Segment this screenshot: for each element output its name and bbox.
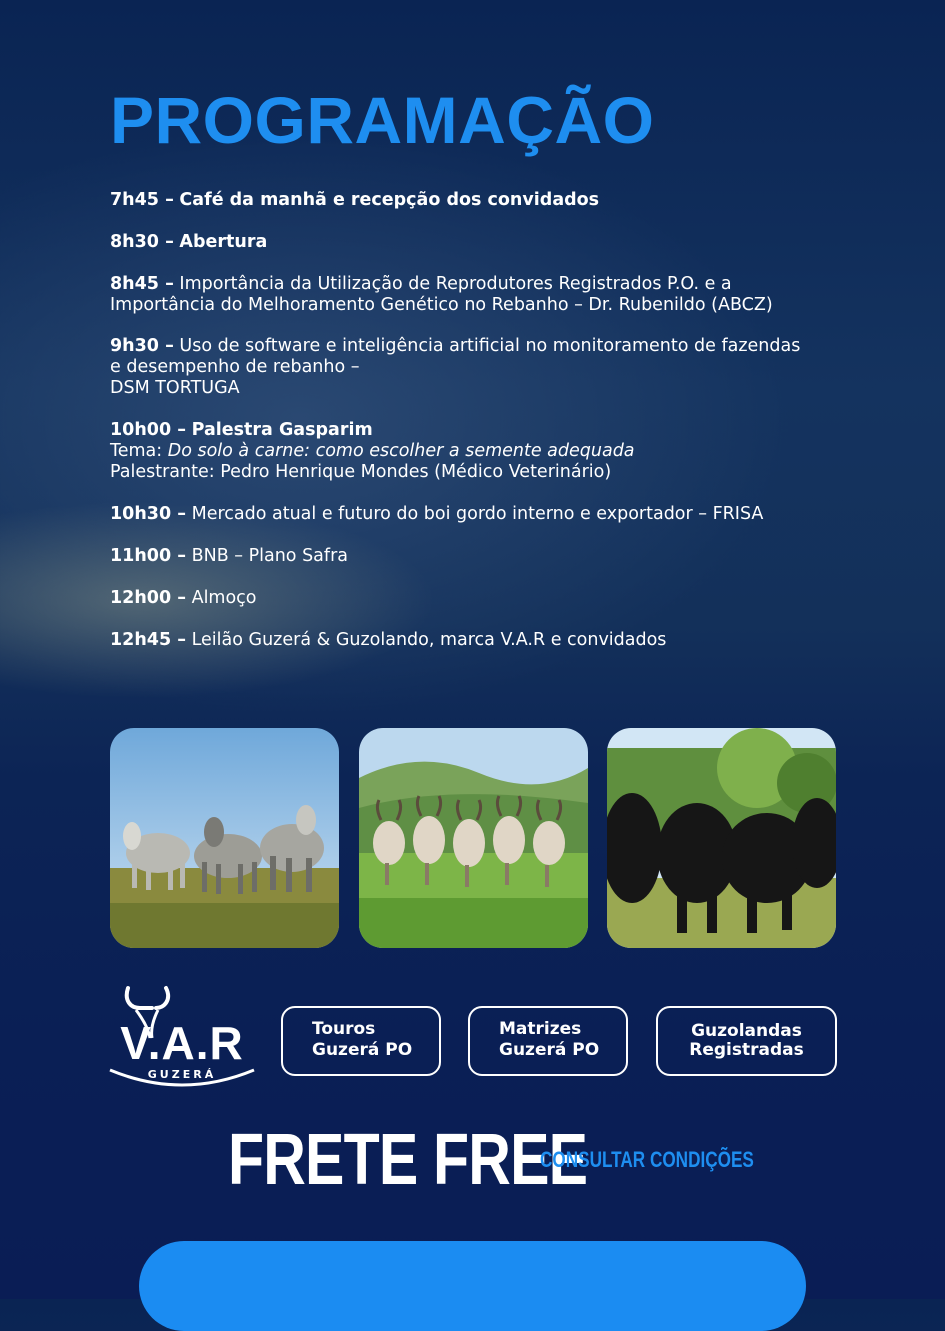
schedule-item (110, 546, 870, 567)
tema-text: Do solo à carne: como escolher a semente adequada (167, 441, 635, 461)
schedule-item (110, 504, 870, 525)
consultar-condicoes-link[interactable]: CONSULTAR CONDIÇÕES (540, 1147, 754, 1172)
var-guzera-logo (106, 982, 258, 1104)
schedule-item (110, 232, 870, 253)
photo-guzera-herd (110, 728, 339, 948)
schedule-text: BNB – Plano Safra (191, 546, 348, 566)
touros-guzera-po-button[interactable] (281, 1006, 441, 1076)
schedule-time: 12h45 – (110, 630, 187, 650)
button-label: Guzerá PO (312, 1040, 413, 1060)
schedule-item (110, 420, 870, 483)
cta-button[interactable] (139, 1241, 806, 1331)
photo-guzera-cows-field (359, 728, 588, 948)
schedule-text: DSM TORTUGA (110, 378, 240, 398)
cattle-photo-gallery (110, 728, 836, 948)
button-label: Touros (312, 1019, 376, 1039)
page-title: PROGRAMAÇÃO (110, 83, 655, 157)
schedule-item (110, 274, 870, 316)
schedule-time: 9h30 – (110, 336, 174, 356)
schedule-time: 11h00 – (110, 546, 187, 566)
frete-free-heading: FRETE FREE (228, 1120, 588, 1200)
schedule-text: e desempenho de rebanho – (110, 357, 360, 377)
schedule-item (110, 588, 870, 609)
schedule-item (110, 336, 870, 399)
schedule-text: Importância do Melhoramento Genético no Rebanho – Dr. Rubenildo (ABCZ) (110, 295, 773, 315)
button-label: Registradas (689, 1040, 804, 1060)
button-label: Guzerá PO (499, 1040, 600, 1060)
schedule-time: 7h45 – (110, 190, 174, 210)
logo-subtext: GUZERÁ (147, 1068, 217, 1081)
schedule-text: Uso de software e inteligência artificial no monitoramento de fazendas (179, 336, 801, 356)
schedule-time: 10h30 – (110, 504, 187, 524)
tema-label: Tema: (110, 441, 163, 461)
schedule-item (110, 630, 870, 651)
schedule-text: Palestra Gasparim (191, 420, 373, 440)
guzolandas-registradas-button[interactable] (656, 1006, 837, 1076)
schedule-text: Mercado atual e futuro do boi gordo interno e exportador – FRISA (191, 504, 764, 524)
schedule-time: 8h45 – (110, 274, 174, 294)
schedule-time: 12h00 – (110, 588, 187, 608)
schedule-text: Café da manhã e recepção dos convidados (179, 190, 600, 210)
schedule-text: Importância da Utilização de Reprodutores Registrados P.O. e a (179, 274, 732, 294)
schedule-text: Almoço (191, 588, 257, 608)
schedule-text: Abertura (179, 232, 268, 252)
schedule-text: Leilão Guzerá & Guzolando, marca V.A.R e convidados (191, 630, 667, 650)
button-label: Guzolandas (691, 1021, 802, 1041)
speaker-text: Palestrante: Pedro Henrique Mondes (Médico Veterinário) (110, 462, 612, 482)
photo-guzolando-black-cattle (607, 728, 836, 948)
logo-text: V.A.R (120, 1017, 244, 1069)
button-label: Matrizes (499, 1019, 582, 1039)
matrizes-guzera-po-button[interactable] (468, 1006, 628, 1076)
schedule-time: 10h00 – (110, 420, 187, 440)
schedule-time: 8h30 – (110, 232, 174, 252)
schedule-item (110, 190, 870, 211)
